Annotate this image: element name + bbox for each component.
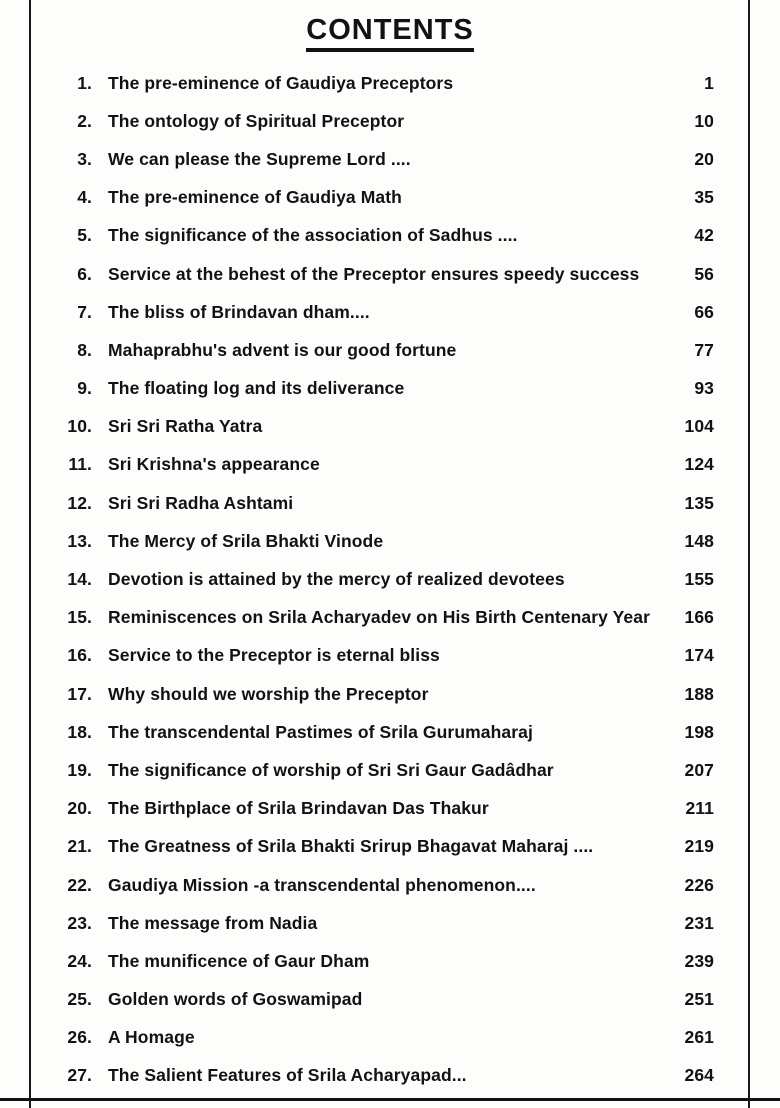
toc-entry-page: 207 — [684, 759, 714, 780]
toc-entry-page: 20 — [694, 148, 714, 169]
toc-entry-page: 211 — [685, 798, 714, 819]
toc-entry-number: 10. — [67, 416, 92, 437]
toc-entry-page: 226 — [684, 874, 714, 895]
toc-row — [58, 675, 714, 713]
toc-entry-page: 261 — [684, 1027, 714, 1048]
toc-entry-title: The Salient Features of Srila Acharyapad... — [108, 1065, 467, 1086]
toc-row — [58, 751, 714, 789]
toc-row — [58, 637, 714, 675]
toc-entry-page: 239 — [684, 950, 714, 971]
toc-entry-title: Sri Krishna's appearance — [108, 454, 320, 475]
toc-row — [58, 446, 714, 484]
toc-entry-title: Golden words of Goswamipad — [108, 989, 363, 1010]
toc-row — [58, 713, 714, 751]
toc-entry-number: 14. — [67, 569, 92, 590]
toc-row — [58, 942, 714, 980]
toc-entry-page: 104 — [684, 416, 714, 437]
toc-entry-number: 11. — [68, 454, 92, 475]
toc-entry-title: The ontology of Spiritual Preceptor — [108, 110, 405, 131]
toc-row — [58, 904, 714, 942]
toc-entry-title: The munificence of Gaur Dham — [108, 950, 370, 971]
toc-entry-title: Gaudiya Mission -a transcendental phenomenon.... — [108, 874, 536, 895]
toc-entry-number: 12. — [67, 492, 92, 513]
toc-entry-title: Service to the Preceptor is eternal bliss — [108, 645, 440, 666]
scan-edge-left — [29, 0, 31, 1108]
toc-row — [58, 866, 714, 904]
toc-row — [58, 1019, 714, 1057]
toc-entry-number: 3. — [77, 148, 92, 169]
toc-entry-page: 66 — [694, 301, 714, 322]
toc-entry-page: 124 — [684, 454, 714, 475]
toc-entry-number: 2. — [77, 110, 92, 131]
toc-row — [58, 140, 714, 178]
toc-entry-title: The floating log and its deliverance — [108, 378, 405, 399]
toc-row — [58, 599, 714, 637]
toc-row — [58, 370, 714, 408]
toc-entry-number: 22. — [67, 874, 92, 895]
toc-entry-title: The transcendental Pastimes of Srila Gurumaharaj — [108, 721, 533, 742]
toc-entry-title: The significance of worship of Sri Sri Gaur Gadâdhar — [108, 759, 554, 780]
toc-entry-page: 10 — [694, 110, 714, 131]
toc-row — [58, 217, 714, 255]
title-container — [0, 0, 780, 52]
toc-entry-number: 27. — [67, 1065, 92, 1086]
toc-entry-number: 13. — [67, 530, 92, 551]
toc-entry-page: 1 — [704, 72, 714, 93]
toc-entry-number: 8. — [77, 339, 92, 360]
toc-row — [58, 484, 714, 522]
toc-entry-number: 26. — [67, 1027, 92, 1048]
toc-entry-number: 16. — [67, 645, 92, 666]
toc-row — [58, 331, 714, 369]
toc-entry-number: 5. — [77, 225, 92, 246]
toc-entry-title: We can please the Supreme Lord .... — [108, 148, 411, 169]
toc-entry-title: A Homage — [108, 1027, 195, 1048]
toc-entry-number: 4. — [77, 187, 92, 208]
toc-entry-page: 148 — [684, 530, 714, 551]
toc-entry-number: 18. — [67, 721, 92, 742]
scan-edge-bottom — [0, 1098, 780, 1101]
page-title: CONTENTS — [306, 14, 474, 52]
toc-entry-page: 174 — [684, 645, 714, 666]
toc-entry-title: The message from Nadia — [108, 912, 318, 933]
toc-entry-page: 231 — [684, 912, 714, 933]
toc-entry-title: The Greatness of Srila Bhakti Srirup Bhagavat Maharaj .... — [108, 836, 594, 857]
toc-entry-page: 56 — [694, 263, 714, 284]
toc-entry-title: Sri Sri Radha Ashtami — [108, 492, 294, 513]
toc-entry-page: 166 — [684, 607, 714, 628]
toc-entry-number: 21. — [67, 836, 92, 857]
toc-entry-title: Reminiscences on Srila Acharyadev on His Birth Centenary Year — [108, 607, 651, 628]
toc-row — [58, 179, 714, 217]
toc-row — [58, 560, 714, 598]
toc-row — [58, 408, 714, 446]
toc-entry-number: 9. — [77, 378, 92, 399]
toc-entry-title: The Mercy of Srila Bhakti Vinode — [108, 530, 384, 551]
toc-entry-page: 251 — [684, 989, 714, 1010]
scan-edge-right — [748, 0, 750, 1108]
toc-list — [58, 64, 714, 1095]
toc-entry-page: 219 — [684, 836, 714, 857]
toc-entry-title: Mahaprabhu's advent is our good fortune — [108, 339, 457, 360]
toc-entry-page: 264 — [684, 1065, 714, 1086]
toc-row — [58, 64, 714, 102]
toc-entry-number: 1. — [77, 72, 92, 93]
toc-entry-title: The Birthplace of Srila Brindavan Das Thakur — [108, 798, 489, 819]
toc-row — [58, 981, 714, 1019]
toc-entry-number: 20. — [67, 798, 92, 819]
toc-entry-page: 77 — [694, 339, 714, 360]
toc-entry-number: 19. — [67, 759, 92, 780]
toc-entry-title: Service at the behest of the Preceptor ensures speedy success — [108, 263, 640, 284]
toc-entry-title: Sri Sri Ratha Yatra — [108, 416, 263, 437]
toc-row — [58, 255, 714, 293]
toc-entry-title: Devotion is attained by the mercy of realized devotees — [108, 569, 565, 590]
toc-entry-number: 23. — [67, 912, 92, 933]
toc-entry-number: 17. — [67, 683, 92, 704]
toc-entry-page: 188 — [684, 683, 714, 704]
toc-row — [58, 828, 714, 866]
toc-entry-page: 198 — [684, 721, 714, 742]
toc-entry-number: 25. — [67, 989, 92, 1010]
toc-row — [58, 293, 714, 331]
toc-entry-title: The significance of the association of Sadhus .... — [108, 225, 518, 246]
toc-entry-number: 6. — [77, 263, 92, 284]
toc-entry-number: 15. — [67, 607, 92, 628]
toc-row — [58, 790, 714, 828]
toc-entry-number: 7. — [77, 301, 92, 322]
toc-row — [58, 1057, 714, 1095]
toc-entry-title: Why should we worship the Preceptor — [108, 683, 429, 704]
toc-entry-page: 155 — [684, 569, 714, 590]
toc-entry-page: 93 — [694, 378, 714, 399]
toc-row — [58, 102, 714, 140]
toc-entry-title: The pre-eminence of Gaudiya Math — [108, 187, 402, 208]
toc-entry-page: 135 — [684, 492, 714, 513]
toc-entry-number: 24. — [67, 950, 92, 971]
toc-entry-title: The pre-eminence of Gaudiya Preceptors — [108, 72, 454, 93]
toc-entry-page: 42 — [694, 225, 714, 246]
toc-row — [58, 522, 714, 560]
toc-entry-page: 35 — [694, 187, 714, 208]
toc-entry-title: The bliss of Brindavan dham.... — [108, 301, 370, 322]
